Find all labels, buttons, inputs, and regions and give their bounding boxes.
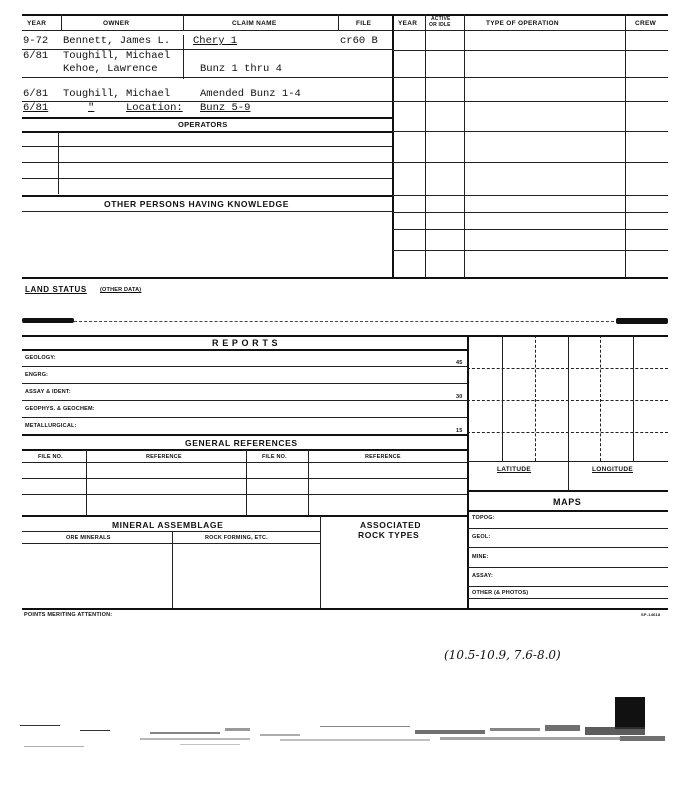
grid-col — [600, 335, 601, 461]
col-divider — [425, 14, 426, 278]
ops-row — [392, 131, 668, 132]
row-divider — [183, 51, 184, 79]
report-metallurgical-label: METALLURGICAL: — [25, 423, 77, 429]
header-claim-name: CLAIM NAME — [232, 20, 277, 27]
report-engrg-label: ENGRG: — [25, 372, 49, 378]
ops-row — [392, 229, 668, 230]
reports-row — [22, 417, 467, 418]
grid-row — [467, 432, 668, 433]
associated-rock-types-l1: ASSOCIATED — [360, 520, 422, 530]
claim-name: Bunz 5-9 — [200, 102, 251, 114]
report-geophys-label: GEOPHYS. & GEOCHEM: — [25, 406, 95, 412]
mineral-rule — [22, 531, 320, 532]
header-owner: OWNER — [103, 20, 130, 27]
ore-minerals-header: ORE MINERALS — [66, 535, 111, 541]
header-file: FILE — [356, 20, 372, 27]
map-other: OTHER (& PHOTOS) — [472, 590, 529, 596]
report-num: 30 — [456, 394, 463, 400]
references-col — [86, 449, 87, 515]
ref-file-no-header: FILE NO. — [262, 454, 287, 460]
points-meriting-attention: POINTS MERITING ATTENTION: — [24, 612, 113, 618]
maps-row — [467, 567, 668, 568]
ops-row — [392, 101, 668, 102]
references-rule — [22, 449, 467, 451]
map-topog: TOPOG: — [472, 515, 495, 521]
latitude-label: LATITUDE — [497, 466, 532, 473]
report-assay-label: ASSAY & IDENT: — [25, 389, 71, 395]
ops-row — [392, 162, 668, 163]
maps-row — [467, 547, 668, 548]
mineral-assemblage-title: MINERAL ASSEMBLAGE — [112, 520, 224, 530]
operators-row — [22, 162, 392, 163]
header-year-2: YEAR — [398, 20, 418, 27]
fold-line — [74, 321, 614, 322]
top-block-bottom — [22, 277, 668, 279]
ref-file-no-header: FILE NO. — [38, 454, 63, 460]
references-row — [22, 462, 467, 463]
col-divider — [183, 14, 184, 30]
report-num: 45 — [456, 360, 463, 366]
claim-year: 6/81 — [23, 50, 49, 62]
maps-rule — [467, 490, 668, 492]
map-mine: MINE: — [472, 554, 489, 560]
operators-rule — [22, 117, 392, 119]
header-type-of-operation: TYPE OF OPERATION — [486, 20, 559, 27]
references-row — [22, 478, 467, 479]
operators-rule — [22, 131, 392, 133]
grid-col — [502, 335, 503, 461]
report-num: 15 — [456, 428, 463, 434]
col-divider — [625, 14, 626, 278]
top-border — [22, 14, 668, 16]
claim-location-label: Location: — [126, 102, 183, 114]
grid-row — [467, 461, 668, 462]
handwritten-coordinates: (10.5-10.9, 7.6-8.0) — [444, 648, 561, 662]
mineral-rule — [22, 543, 320, 544]
grid-col — [633, 335, 634, 461]
claim-owner: Bennett, James L. — [63, 35, 171, 47]
scan-mark-left — [22, 318, 74, 323]
scan-noise-texture — [20, 722, 668, 762]
map-geol: GEOL: — [472, 534, 491, 540]
operators-row — [22, 178, 392, 179]
maps-row — [467, 528, 668, 529]
claim-owner: Toughill, Michael — [63, 88, 171, 100]
claim-year: 9-72 — [23, 35, 49, 47]
references-row — [22, 494, 467, 495]
reports-row — [22, 400, 467, 401]
form-number: SP-14618 — [641, 612, 661, 617]
header-active: ACTIVE — [431, 16, 451, 22]
claim-owner: Kehoe, Lawrence — [63, 63, 158, 75]
header-crew: CREW — [635, 20, 657, 27]
operators-title: OPERATORS — [178, 120, 228, 129]
claim-year: 6/81 — [23, 102, 49, 114]
grid-col — [568, 335, 569, 490]
claim-name: Bunz 1 thru 4 — [200, 63, 282, 75]
col-divider — [338, 14, 339, 30]
maps-row — [467, 598, 668, 599]
main-divider — [392, 14, 394, 278]
reports-row — [22, 383, 467, 384]
maps-row — [467, 586, 668, 587]
other-persons-rule — [22, 211, 392, 212]
general-references-title: GENERAL REFERENCES — [185, 438, 298, 448]
reports-title: R E P O R T S — [212, 338, 279, 348]
grid-col — [535, 335, 536, 461]
land-status-title: LAND STATUS — [25, 285, 87, 294]
other-persons-title: OTHER PERSONS HAVING KNOWLEDGE — [104, 199, 290, 209]
ops-row — [392, 195, 668, 196]
grid-row — [467, 400, 668, 401]
scan-mark-right — [616, 318, 668, 324]
maps-title: MAPS — [553, 497, 582, 507]
header-or-idle: OR IDLE — [429, 22, 451, 28]
reports-bottom — [22, 608, 668, 610]
other-persons-rule — [22, 195, 392, 197]
land-status-subtitle: (OTHER DATA) — [100, 287, 142, 293]
claim-name: Amended Bunz 1-4 — [200, 88, 301, 100]
longitude-label: LONGITUDE — [592, 466, 633, 473]
references-col — [308, 449, 309, 515]
ops-row — [392, 50, 668, 51]
reports-rule — [22, 349, 467, 351]
claim-name: Chery 1 — [193, 35, 238, 47]
header-rule — [22, 30, 668, 31]
claim-owner: " — [88, 102, 95, 114]
col-divider — [61, 14, 62, 30]
claim-owner: Toughill, Michael — [63, 50, 171, 62]
associated-rock-types-l2: ROCK TYPES — [358, 530, 420, 540]
reports-rule — [22, 434, 467, 436]
claim-file: cr60 B — [340, 35, 378, 47]
ops-row — [392, 212, 668, 213]
rock-forming-header: ROCK FORMING, ETC. — [205, 535, 268, 541]
ops-row — [392, 77, 668, 78]
claim-year: 6/81 — [23, 88, 49, 100]
operators-row — [22, 146, 392, 147]
grid-row — [467, 368, 668, 369]
col-divider — [464, 14, 465, 278]
report-geology-label: GEOLOGY: — [25, 355, 56, 361]
references-col — [246, 449, 247, 515]
maps-rule — [467, 510, 668, 512]
reports-top-rule — [22, 335, 668, 337]
header-year: YEAR — [27, 20, 47, 27]
reports-row — [22, 366, 467, 367]
ops-row — [392, 250, 668, 251]
map-assay: ASSAY: — [472, 573, 494, 579]
references-bottom — [22, 515, 467, 517]
ref-reference-header: REFERENCE — [146, 454, 182, 460]
mineral-col — [320, 515, 321, 608]
row-rule — [22, 77, 392, 78]
ref-reference-header: REFERENCE — [365, 454, 401, 460]
